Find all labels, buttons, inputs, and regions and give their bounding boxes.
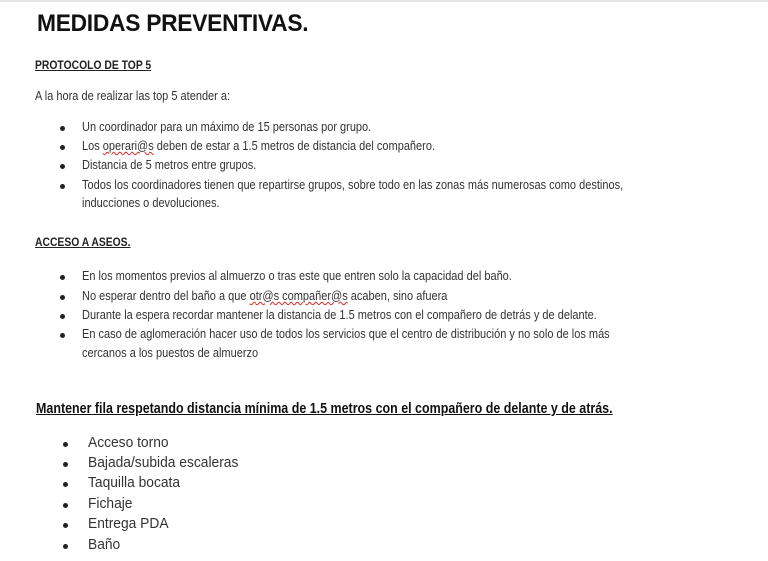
list-item-continuation: cercanos a los puestos de almuerzo [82,346,259,360]
list-item-continuation: inducciones o devoluciones. [82,196,220,210]
bullet-icon [60,314,65,319]
list-item: En caso de aglomeración hacer uso de todos los servicios que el centro de distribución y no solo de los más [82,327,610,341]
section-intro: A la hora de realizar las top 5 atender a: [35,89,231,103]
bullet-icon [63,523,68,528]
bullet-icon [60,184,65,189]
text: acaben, sino afuera [347,289,448,303]
bullet-icon [63,503,68,508]
list-item: Acceso torno [88,434,169,451]
misspelled-word: otr@s compañer@s [249,289,348,303]
bullet-icon [60,126,65,131]
list-item: Un coordinador para un máximo de 15 personas por grupo. [82,120,372,134]
bullet-icon [63,482,68,487]
bullet-icon [63,442,68,447]
bullet-icon [60,275,65,280]
list-item: Entrega PDA [88,515,169,532]
document-title: MEDIDAS PREVENTIVAS. [37,10,309,37]
section-heading-aseos: ACCESO A ASEOS. [35,237,131,249]
page-edge [0,0,768,2]
list-item: En los momentos previos al almuerzo o tras este que entren solo la capacidad del baño. [82,269,512,283]
bullet-icon [60,333,65,338]
section-heading-top5: PROTOCOLO DE TOP 5 [35,60,152,72]
list-item: Todos los coordinadores tienen que repartirse grupos, sobre todo en las zonas más numerosas como destinos, [82,178,624,192]
bullet-icon [60,145,65,150]
list-item: Taquilla bocata [88,474,181,491]
list-item: Fichaje [88,495,133,512]
section-heading-fila: Mantener fila respetando distancia mínima de 1.5 metros con el compañero de delante y de atrás. [36,401,613,417]
list-item [82,289,447,303]
list-item [82,139,435,153]
bullet-icon [63,544,68,549]
misspelled-word: operari@s [102,139,154,153]
list-item: Durante la espera recordar mantener la distancia de 1.5 metros con el compañero de detrás y de delante. [82,308,597,322]
list-item: Distancia de 5 metros entre grupos. [82,158,257,172]
bullet-icon [60,295,65,300]
text: deben de estar a 1.5 metros de distancia del compañero. [153,139,436,153]
list-item: Bajada/subida escaleras [88,454,239,471]
bullet-icon [60,164,65,169]
text: Los [82,139,103,153]
list-item: Baño [88,536,121,553]
bullet-icon [63,462,68,467]
text: No esperar dentro del baño a que [82,289,250,303]
